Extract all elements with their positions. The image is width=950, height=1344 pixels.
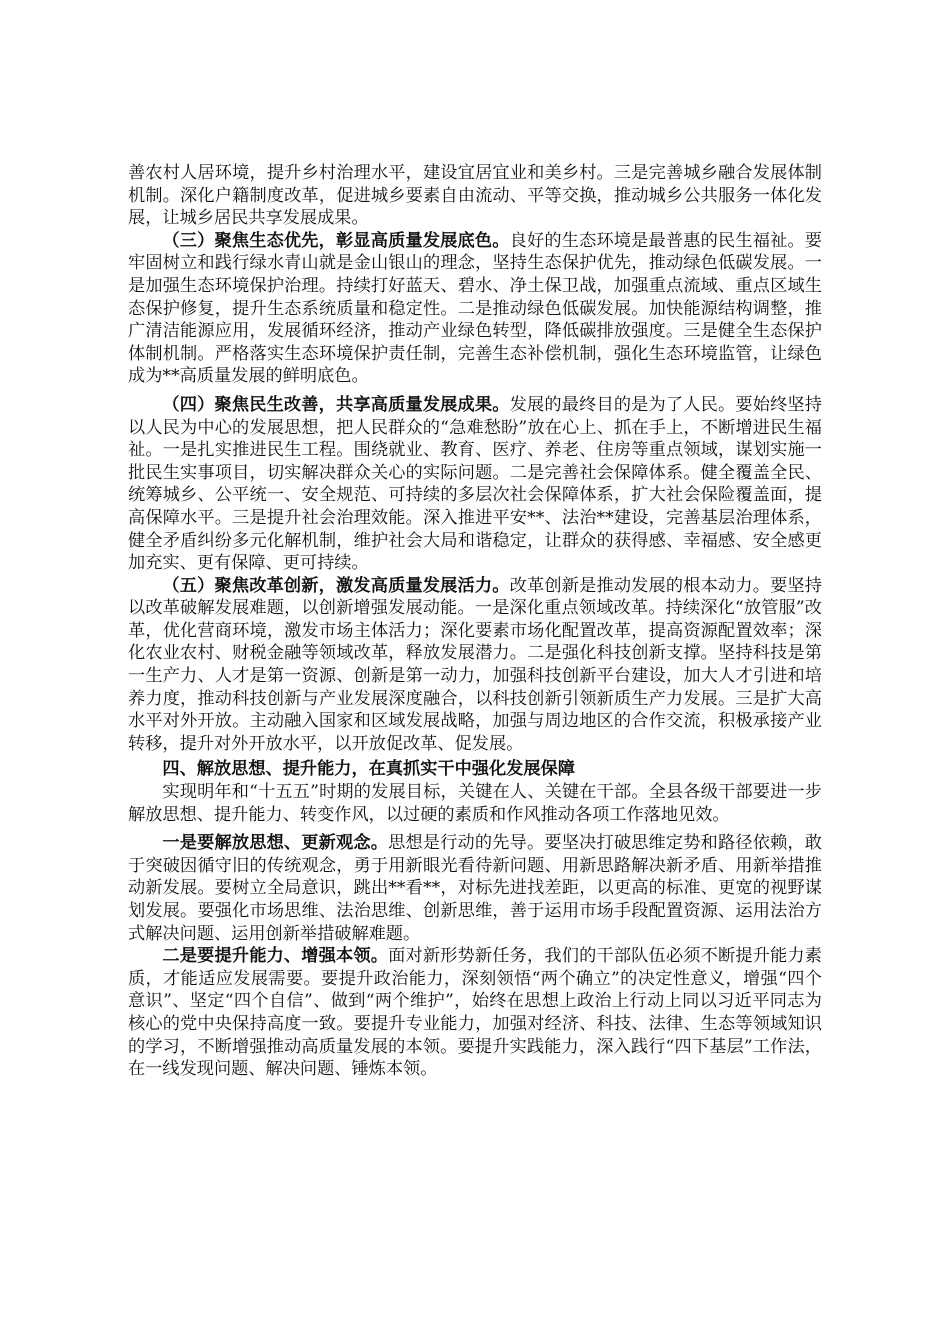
document-body [128,162,822,1081]
section-lead-reform: （五）聚焦改革创新，激发高质量发展活力。 [162,575,510,596]
paragraph-body-livelihood: 发展的最终目的是为了人民。要始终坚持以人民为中心的发展思想，把人民群众的“急难愁盼”放在心上、抓在手上，不断增进民生福祉。一是扎实推进民生工程。围绕就业、教育、医疗、养老、住房等重点领域，谋划实施一批民生实事项目，切实解决群众关心的实际问题。二是完善社会保障体系。健全覆盖全民、统筹城乡、公平统一、安全规范、可持续的多层次社会保障体系，扩大社会保险覆盖面，提高保障水平。三是提升社会治理效能。深入推进平安**、法治**建设，完善基层治理体系，健全矛盾纠纷多元化解机制，维护社会大局和谐稳定，让群众的获得感、幸福感、安全感更加充实、更有保障、更可持续。 [128,394,822,574]
section-lead-emancipate: 一是要解放思想、更新观念。 [162,833,389,854]
paragraph-body-emancipate: 思想是行动的先导。要坚决打破思维定势和路径依赖，敢于突破因循守旧的传统观念，勇于用新眼光看待新问题、用新思路解决新矛盾、用新举措推动新发展。要树立全局意识，跳出**看**，对标先进找差距，以更高的标准、更宽的视野谋划发展。要强化市场思维、法治思维、创新思维，善于运用市场手段配置资源、运用法治方式解决问题、运用创新举措破解难题。 [128,833,822,944]
section-lead-livelihood: （四）聚焦民生改善，共享高质量发展成果。 [162,394,510,415]
paragraph-intro-four: 实现明年和“十五五”时期的发展目标，关键在人、关键在干部。全县各级干部要进一步解放思想、提升能力、转变作风，以过硬的素质和作风推动各项工作落地见效。 [128,782,822,825]
paragraph-body-ability: 面对新形势新任务，我们的干部队伍必须不断提升能力素质，才能适应发展需要。要提升政治能力，深刻领悟“两个确立”的决定性意义，增强“四个意识”、坚定“四个自信”、做到“两个维护”，始终在思想上政治上行动上同以习近平同志为核心的党中央保持高度一致。要提升专业能力，加强对经济、科技、法律、生态等领域知识的学习，不断增强推动高质量发展的本领。要提升实践能力，深入践行“四下基层”工作法，在一线发现问题、解决问题、锤炼本领。 [128,946,822,1080]
section-heading-four: 四、解放思想、提升能力，在真抓实干中强化发展保障 [162,759,575,780]
paragraph-ecology [128,230,822,388]
paragraph-body-ecology: 良好的生态环境是最普惠的民生福祉。要牢固树立和践行绿水青山就是金山银山的理念，坚持生态保护优先，推动绿色低碳发展。一是加强生态环境保护治理。持续打好蓝天、碧水、净土保卫战，加强重点流域、重点区域生态保护修复，提升生态系统质量和稳定性。二是推动绿色低碳发展。加快能源结构调整，推广清洁能源应用，发展循环经济，推动产业绿色转型，降低碳排放强度。三是健全生态保护体制机制。严格落实生态环境保护责任制，完善生态补偿机制，强化生态环境监管，让绿色成为**高质量发展的鲜明底色。 [128,230,822,387]
paragraph-emancipate [128,832,822,945]
paragraph-ability [128,945,822,1081]
paragraph-body-reform: 改革创新是推动发展的根本动力。要坚持以改革破解发展难题，以创新增强发展动能。一是深化重点领域改革。持续深化“放管服”改革，优化营商环境，激发市场主体活力；深化要素市场化配置改革，提高资源配置效率；深化农业农村、财税金融等领域改革，释放发展潜力。二是强化科技创新支撑。坚持科技是第一生产力、人才是第一资源、创新是第一动力，加强科技创新平台建设，加大人才引进和培养力度，推动科技创新与产业发展深度融合，以科技创新引领新质生产力发展。三是扩大高水平对外开放。主动融入国家和区域发展战略，加强与周边地区的合作交流，积极承接产业转移，提升对外开放水平，以开放促改革、促发展。 [128,575,822,754]
section-lead-ability: 二是要提升能力、增强本领。 [162,946,389,967]
section-lead-ecology: （三）聚焦生态优先，彰显高质量发展底色。 [162,230,510,251]
paragraph-reform [128,575,822,756]
paragraph-livelihood [128,394,822,575]
paragraph-continuation: 善农村人居环境，提升乡村治理水平，建设宜居宜业和美乡村。三是完善城乡融合发展体制机制。深化户籍制度改革，促进城乡要素自由流动、平等交换，推动城乡公共服务一体化发展，让城乡居民共享发展成果。 [128,163,822,229]
